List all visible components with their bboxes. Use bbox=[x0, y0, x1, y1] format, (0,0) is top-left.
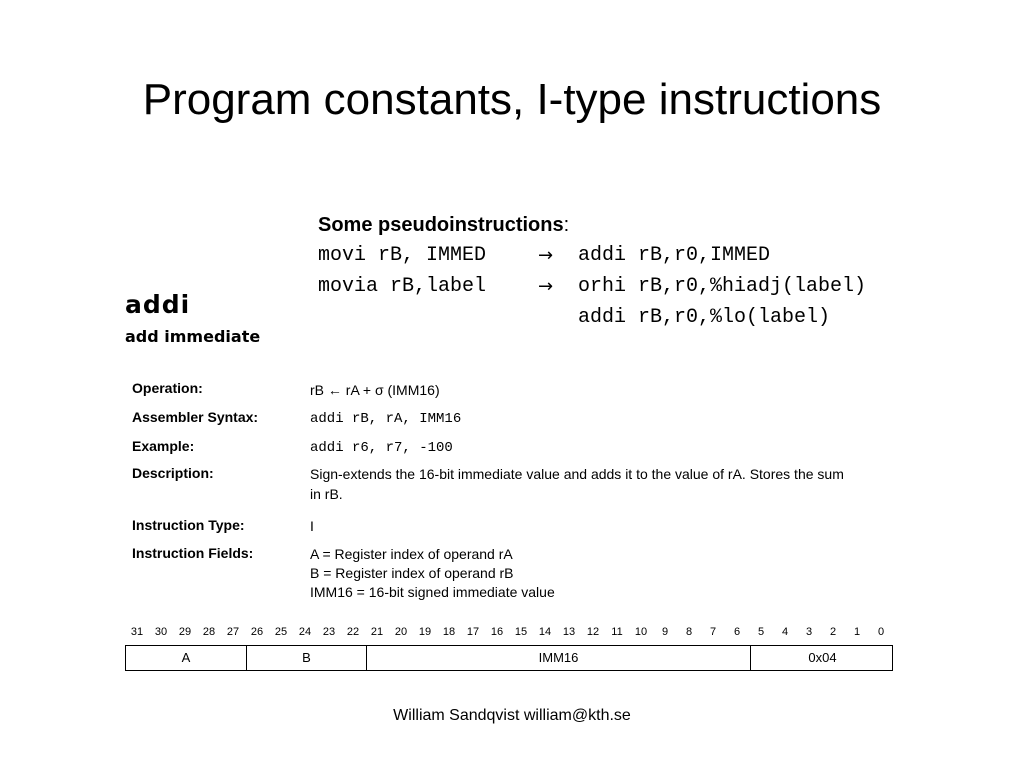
pseudo-heading-text: Some pseudoinstructions bbox=[318, 214, 564, 236]
bit-number: 7 bbox=[709, 626, 717, 638]
arrow-right-icon: → bbox=[538, 245, 554, 266]
bit-number: 17 bbox=[466, 626, 480, 638]
bit-number: 25 bbox=[274, 626, 288, 638]
bit-number: 6 bbox=[733, 626, 741, 638]
instruction-name: addi bbox=[125, 290, 191, 319]
pseudo-rhs: addi rB,r0,%lo(label) bbox=[578, 306, 831, 329]
pseudo-lhs: movi rB, IMMED bbox=[318, 244, 487, 267]
slide-title: Program constants, I-type instructions bbox=[142, 75, 882, 124]
arrow-right-icon: → bbox=[538, 276, 554, 297]
bit-number: 3 bbox=[805, 626, 813, 638]
bit-field-b: B bbox=[246, 646, 366, 670]
instruction-long-name: add immediate bbox=[125, 327, 261, 346]
pseudo-line-movia bbox=[318, 271, 867, 302]
pseudo-rhs: orhi rB,r0,%hiadj(label) bbox=[578, 275, 867, 298]
type-value: I bbox=[310, 518, 314, 534]
pseudo-line-movia-cont bbox=[318, 302, 831, 333]
example-label: Example: bbox=[132, 438, 195, 454]
operation-value: rB ← rA + σ (IMM16) bbox=[310, 382, 440, 398]
bit-number: 15 bbox=[514, 626, 528, 638]
description-line-1: Sign-extends the 16-bit immediate value and adds it to the value of rA. Stores the sum bbox=[310, 466, 844, 482]
bit-number: 11 bbox=[611, 626, 623, 638]
bit-number: 29 bbox=[178, 626, 192, 638]
bit-number: 12 bbox=[586, 626, 600, 638]
field-imm16: IMM16 = 16-bit signed immediate value bbox=[310, 584, 555, 600]
bit-number: 8 bbox=[685, 626, 693, 638]
bit-number: 23 bbox=[322, 626, 336, 638]
pseudo-heading-colon: : bbox=[563, 214, 570, 236]
bit-number: 19 bbox=[418, 626, 432, 638]
description-line-2: in rB. bbox=[310, 486, 343, 502]
bit-field-0x04: 0x04 bbox=[750, 646, 894, 670]
pseudoinstructions-heading bbox=[318, 210, 569, 240]
bit-number: 22 bbox=[346, 626, 360, 638]
bit-number: 14 bbox=[538, 626, 552, 638]
bit-number: 10 bbox=[634, 626, 648, 638]
bit-number: 28 bbox=[202, 626, 216, 638]
bit-number: 16 bbox=[490, 626, 504, 638]
pseudo-rhs: addi rB,r0,IMMED bbox=[578, 244, 771, 267]
bit-number: 1 bbox=[853, 626, 861, 638]
bit-number: 30 bbox=[154, 626, 168, 638]
bit-number: 5 bbox=[757, 626, 765, 638]
bit-number: 20 bbox=[394, 626, 408, 638]
bit-number: 0 bbox=[877, 626, 885, 638]
bit-number: 31 bbox=[130, 626, 144, 638]
type-label: Instruction Type: bbox=[132, 517, 245, 533]
pseudoinstructions-block bbox=[318, 210, 867, 333]
bit-number: 26 bbox=[250, 626, 264, 638]
bit-number: 9 bbox=[661, 626, 669, 638]
field-b: B = Register index of operand rB bbox=[310, 565, 514, 581]
bit-number: 24 bbox=[298, 626, 312, 638]
syntax-label: Assembler Syntax: bbox=[132, 409, 259, 425]
bit-number: 18 bbox=[442, 626, 456, 638]
bit-number: 21 bbox=[370, 626, 384, 638]
instruction-format-row bbox=[125, 645, 893, 671]
footer: William Sandqvist william@kth.se bbox=[393, 707, 631, 724]
bit-number: 4 bbox=[781, 626, 789, 638]
bit-number: 13 bbox=[562, 626, 576, 638]
bit-field-a: A bbox=[181, 650, 191, 665]
bit-number: 27 bbox=[226, 626, 240, 638]
operation-label: Operation: bbox=[132, 380, 203, 396]
bit-number: 2 bbox=[829, 626, 837, 638]
field-a: A = Register index of operand rA bbox=[310, 546, 513, 562]
pseudo-line-movi bbox=[318, 240, 771, 271]
syntax-value: addi rB, rA, IMM16 bbox=[310, 411, 462, 427]
pseudo-lhs: movia rB,label bbox=[318, 275, 487, 298]
description-label: Description: bbox=[132, 465, 214, 481]
bit-field-imm16: IMM16 bbox=[366, 646, 750, 670]
example-value: addi r6, r7, -100 bbox=[310, 440, 453, 456]
fields-label: Instruction Fields: bbox=[132, 545, 254, 561]
